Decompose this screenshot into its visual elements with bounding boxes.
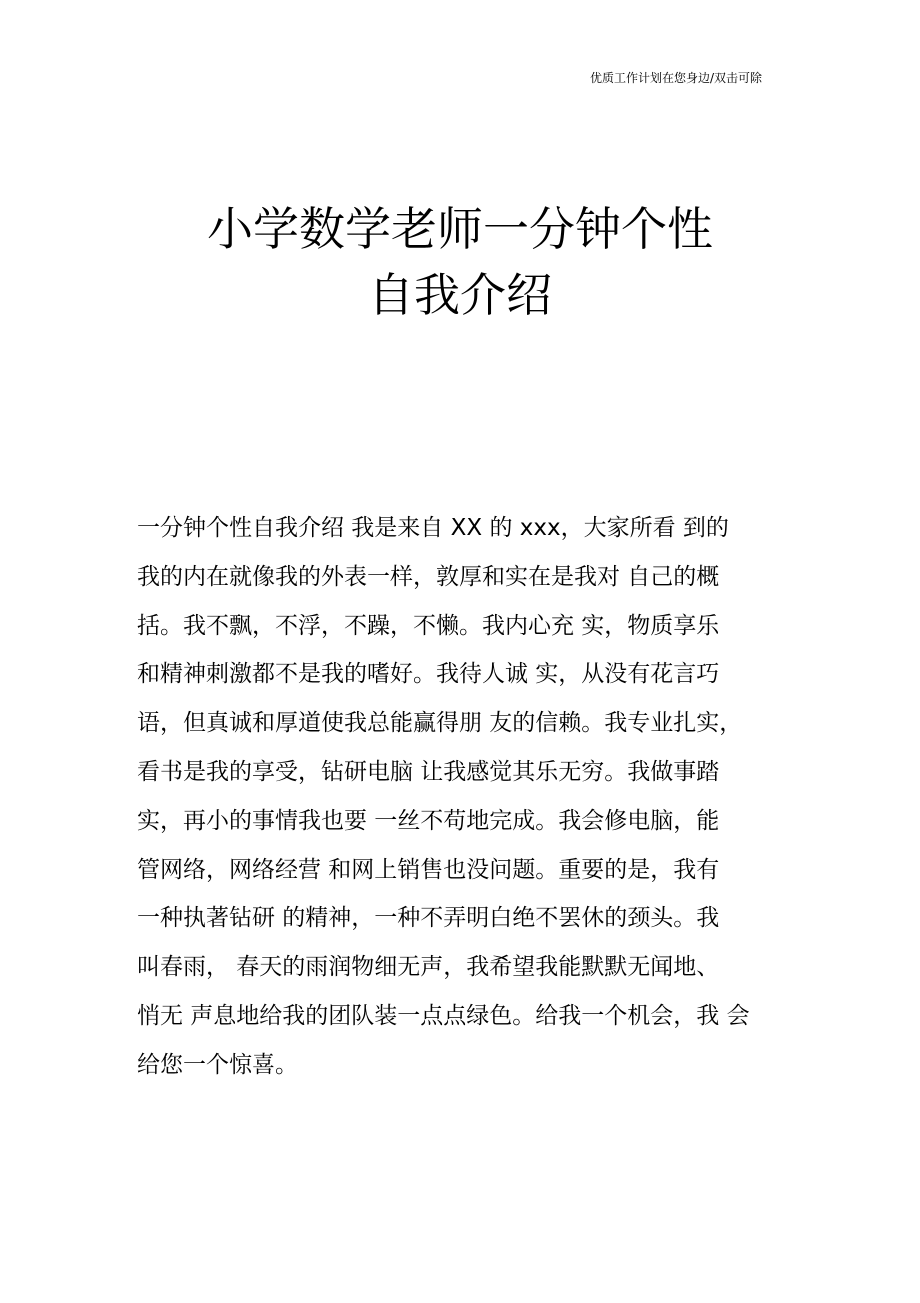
body-line: 我的内在就像我的外表一样，敦厚和实在是我对 自己的概 xyxy=(137,563,720,590)
title-line-2: 自我介绍 xyxy=(368,268,552,322)
body-line: 一分钟个性自我介绍 我是来自 XX 的 xxx，大家所看 到的 xyxy=(137,515,729,541)
body-line: 实，再小的事情我也要 一丝不苟地完成。我会修电脑，能 xyxy=(137,807,720,834)
body-line: 语，但真诚和厚道使我总能赢得朋 友的信赖。我专业扎实， xyxy=(137,710,743,737)
body-line: 管网络，网络经营 和网上销售也没问题。重要的是，我有 xyxy=(137,856,720,883)
body-line: 叫春雨， 春天的雨润物细无声，我希望我能默默无闻地、 xyxy=(137,954,720,981)
header-note: 优质工作计划在您身边/双击可除 xyxy=(589,71,762,85)
body-line: 括。我不飘，不浮，不躁，不懒。我内心充 实，物质享乐 xyxy=(137,612,720,639)
title-line-1: 小学数学老师一分钟个性 xyxy=(207,202,713,256)
document-title xyxy=(0,196,920,328)
body-line: 和精神刺激都不是我的嗜好。我待人诚 实，从没有花言巧 xyxy=(137,661,720,688)
body-line: 看书是我的享受，钻研电脑 让我感觉其乐无穷。我做事踏 xyxy=(137,758,720,785)
body-line: 给您一个惊喜。 xyxy=(137,1051,298,1078)
body-line: 一种执著钻研 的精神，一种不弄明白绝不罢休的颈头。我 xyxy=(137,905,720,932)
body-paragraph xyxy=(137,504,787,1090)
body-line: 悄无 声息地给我的团队装一点点绿色。给我一个机会，我 会 xyxy=(137,1002,750,1029)
